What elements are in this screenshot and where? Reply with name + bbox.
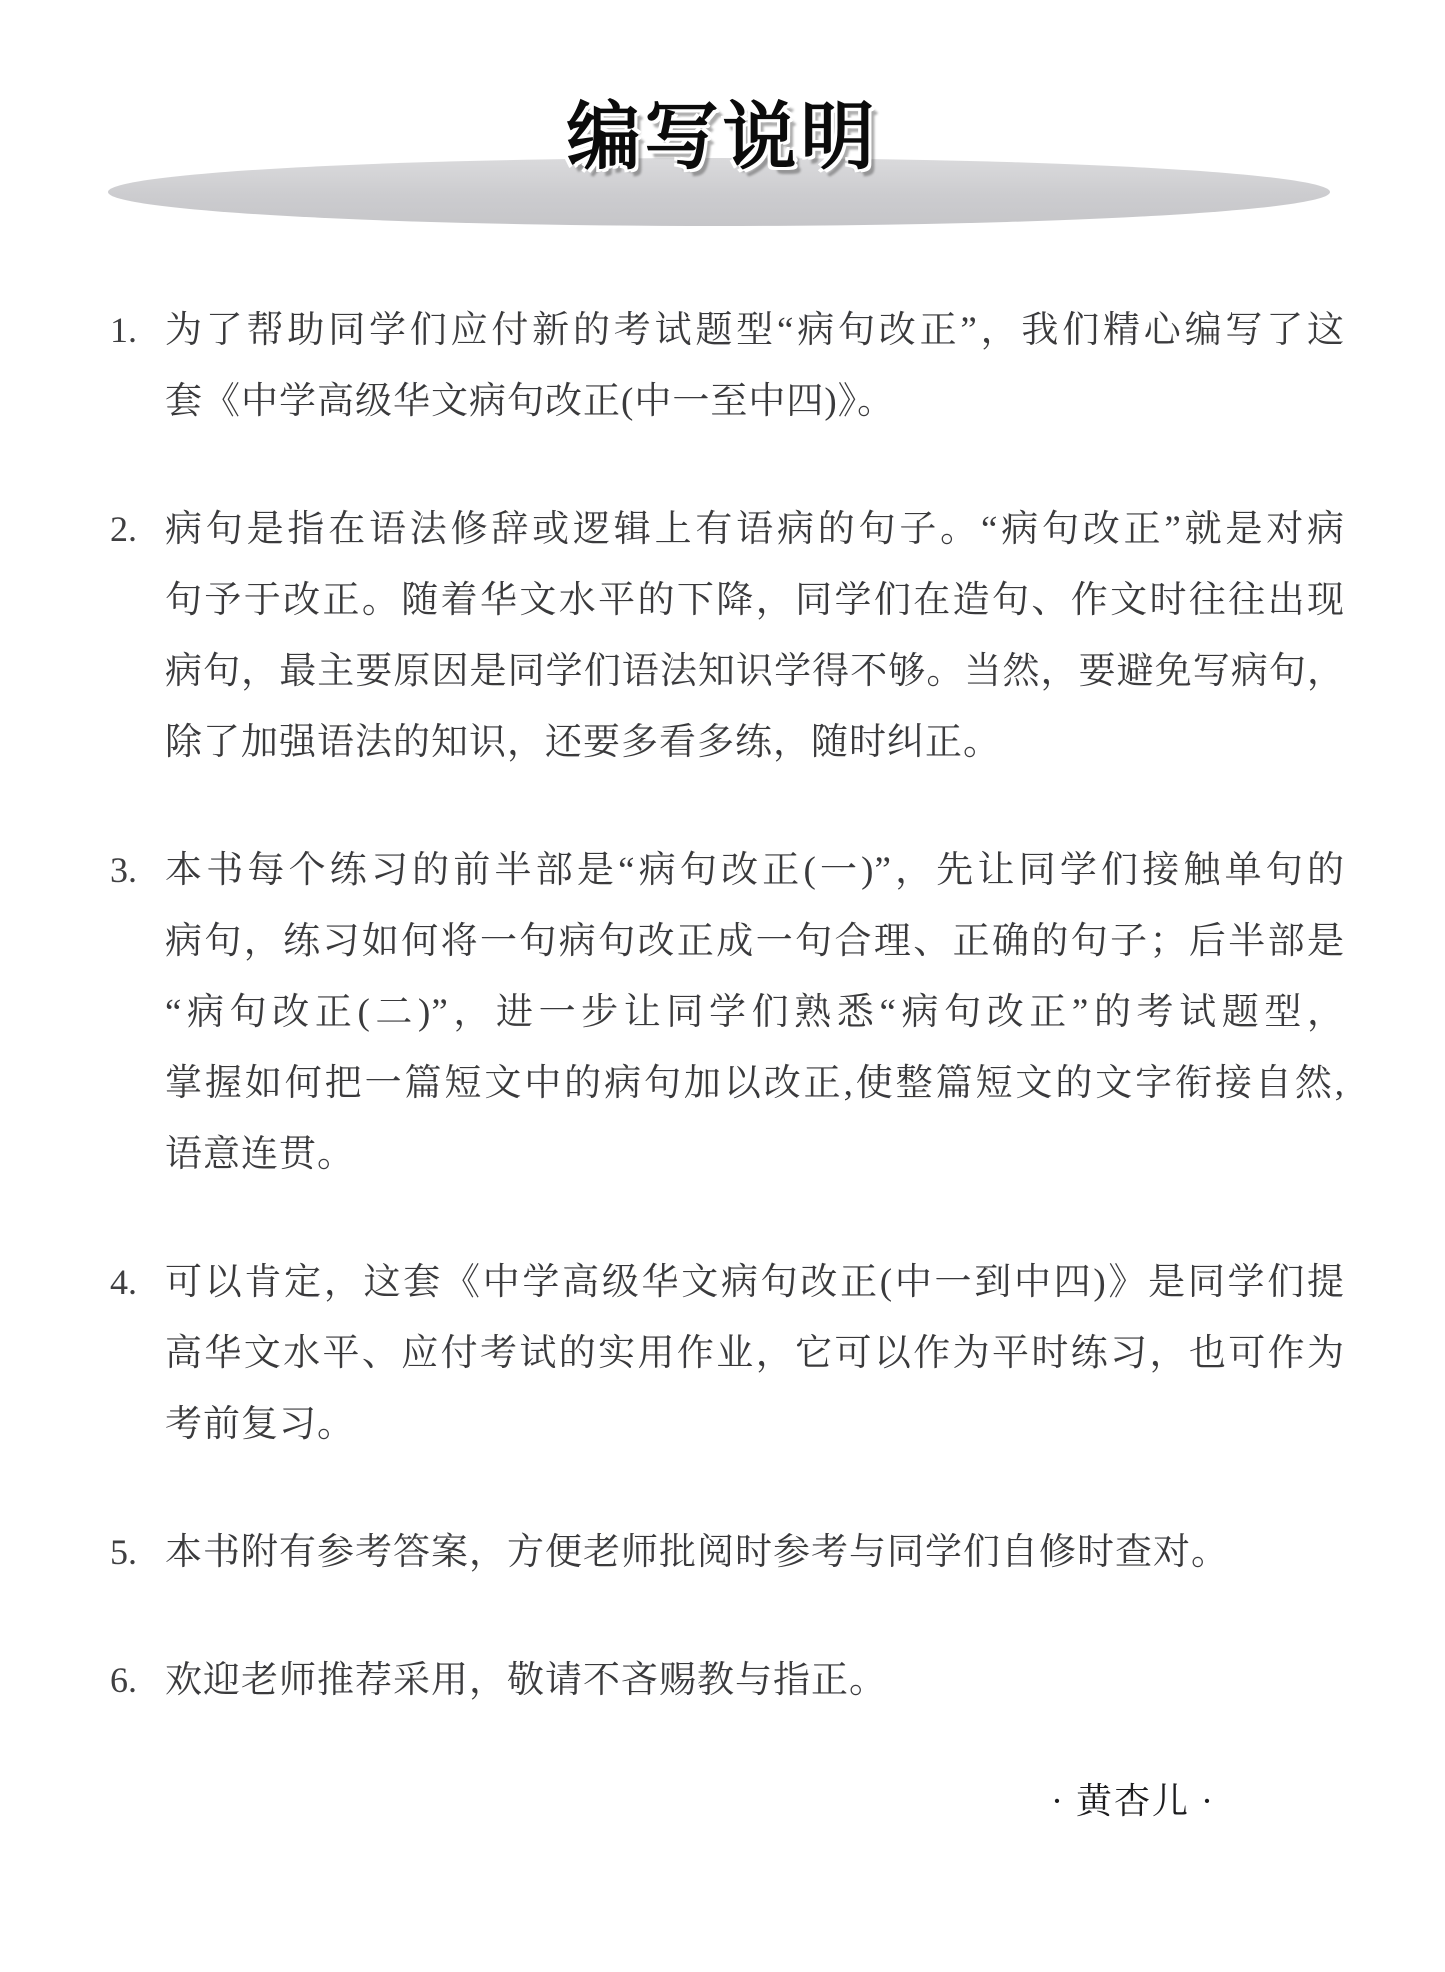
text-line: “病句改正(二)”，进一步让同学们熟悉“病句改正”的考试题型， bbox=[165, 992, 1345, 1033]
text-line: 本书附有参考答案，方便老师批阅时参考与同学们自修时查对。 bbox=[165, 1532, 1229, 1573]
text-line: 本书每个练习的前半部是“病句改正(一)”，先让同学们接触单句的 bbox=[165, 850, 1345, 891]
list-item-3 bbox=[110, 835, 1345, 1190]
item-text bbox=[165, 1645, 1345, 1716]
list-item-2 bbox=[110, 494, 1345, 778]
text-line: 考前复习。 bbox=[165, 1404, 355, 1445]
item-number: 2. bbox=[110, 509, 137, 549]
item-text bbox=[165, 295, 1345, 437]
text-line: 为了帮助同学们应付新的考试题型“病句改正”，我们精心编写了这 bbox=[165, 310, 1345, 351]
item-number: 5. bbox=[110, 1532, 137, 1572]
text-line: 语意连贯。 bbox=[165, 1134, 355, 1175]
item-text bbox=[165, 494, 1345, 778]
text-line: 可以肯定，这套《中学高级华文病句改正(中一到中四)》是同学们提 bbox=[165, 1262, 1345, 1303]
list-item-6 bbox=[110, 1645, 1345, 1716]
text-line: 欢迎老师推荐采用，敬请不吝赐教与指正。 bbox=[165, 1660, 887, 1701]
text-line: 掌握如何把一篇短文中的病句加以改正,使整篇短文的文字衔接自然, bbox=[165, 1063, 1345, 1104]
item-text bbox=[165, 1247, 1345, 1460]
text-line: 病句，练习如何将一句病句改正成一句合理、正确的句子；后半部是 bbox=[165, 921, 1345, 962]
page-header bbox=[0, 0, 1445, 235]
text-line: 句予于改正。随着华文水平的下降，同学们在造句、作文时往往出现 bbox=[165, 580, 1345, 621]
item-text bbox=[165, 1517, 1345, 1588]
text-line: 套《中学高级华文病句改正(中一至中四)》。 bbox=[165, 381, 896, 422]
item-number: 6. bbox=[110, 1660, 137, 1700]
item-number: 3. bbox=[110, 850, 137, 890]
author-signature: · 黄杏儿 · bbox=[1051, 1781, 1215, 1821]
text-line: 高华文水平、应付考试的实用作业，它可以作为平时练习，也可作为 bbox=[165, 1333, 1345, 1374]
text-line: 病句，最主要原因是同学们语法知识学得不够。当然，要避免写病句， bbox=[165, 651, 1345, 692]
page-title: 编写说明 bbox=[566, 94, 879, 180]
text-line: 病句是指在语法修辞或逻辑上有语病的句子。“病句改正”就是对病 bbox=[165, 509, 1345, 550]
text-line: 除了加强语法的知识，还要多看多练，随时纠正。 bbox=[165, 722, 1001, 763]
list-item-4 bbox=[110, 1247, 1345, 1460]
notes-list bbox=[0, 235, 1445, 1824]
item-number: 1. bbox=[110, 310, 137, 350]
list-item-1 bbox=[110, 295, 1345, 437]
item-text bbox=[165, 835, 1345, 1190]
list-item-5 bbox=[110, 1517, 1345, 1588]
item-number: 4. bbox=[110, 1262, 137, 1302]
